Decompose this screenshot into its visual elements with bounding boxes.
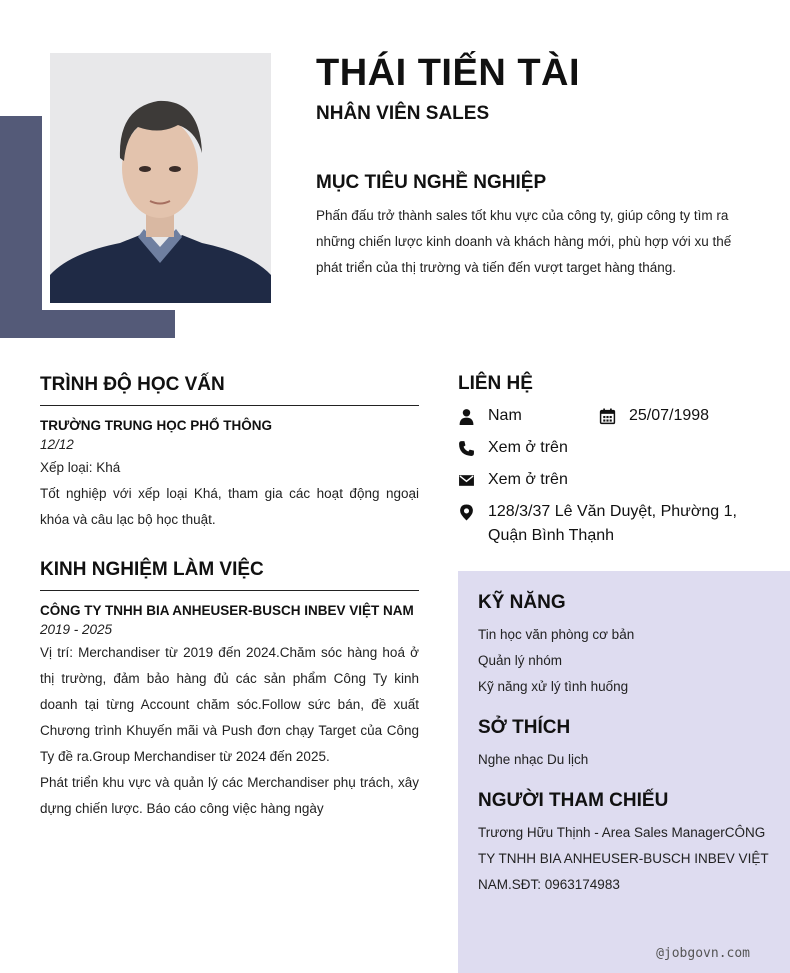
candidate-role: NHÂN VIÊN SALES: [316, 103, 490, 124]
location-pin-icon: [458, 504, 475, 521]
accent-bar-horizontal: [0, 310, 175, 338]
candidate-name: THÁI TIẾN TÀI: [316, 52, 581, 94]
experience-paragraph: Vị trí: Merchandiser từ 2019 đến 2024.Chăm sóc hàng hoá ở thị trường, đảm bảo hàng đủ các sản phẩm Công Ty kinh doanh tại từng Account chăm sóc.Follow sức bán, đề xuất Chương trình Khuyến mãi và Push đơn chạy Target của Công Ty đề ra.Group Merchandiser từ 2024 đến 2025.: [40, 645, 419, 764]
references-section: [478, 790, 770, 898]
email-value[interactable]: Xem ở trên: [488, 471, 568, 488]
references-text: Trương Hữu Thịnh - Area Sales ManagerCÔNG TY TNHH BIA ANHEUSER-BUSCH INBEV VIỆT NAM.SĐT: 0963174983: [478, 825, 769, 892]
accent-bar-vertical: [0, 116, 42, 338]
watermark: @jobgovn.com: [656, 946, 750, 961]
contact-heading: LIÊN HỆ: [458, 373, 533, 394]
birthday-value: 25/07/1998: [629, 407, 710, 424]
skill-item: Tin học văn phòng cơ bản: [478, 627, 635, 642]
skill-item: Kỹ năng xử lý tình huống: [478, 679, 629, 694]
phone-value[interactable]: Xem ở trên: [488, 439, 568, 456]
education-description: Tốt nghiệp với xếp loại Khá, tham gia các hoạt động ngoại khóa và câu lạc bộ học thuật.: [40, 486, 419, 527]
divider: [40, 405, 419, 406]
education-period: 12/12: [40, 437, 74, 452]
objective-heading: MỤC TIÊU NGHỀ NGHIỆP: [316, 172, 547, 193]
divider: [40, 590, 419, 591]
gender-value: Nam: [488, 407, 522, 424]
contact-gender: [458, 404, 522, 428]
experience-heading: KINH NGHIỆM LÀM VIỆC: [40, 559, 264, 580]
hobbies-heading: SỞ THÍCH: [478, 717, 571, 738]
experience-section: [40, 559, 419, 822]
mail-icon: [458, 472, 475, 489]
experience-period: 2019 - 2025: [40, 622, 113, 637]
address-value: 128/3/37 Lê Văn Duyệt, Phường 1, Quận Bình Thạnh: [488, 503, 737, 544]
hobbies-section: [478, 717, 770, 773]
experience-paragraph: Phát triển khu vực và quản lý các Merchandiser phụ trách, xây dựng chiến lược. Báo cáo công việc hàng ngày: [40, 775, 419, 816]
person-icon: [458, 408, 475, 425]
profile-photo: [50, 53, 271, 303]
calendar-icon: [599, 408, 616, 425]
contact-email: [458, 468, 568, 492]
contact-phone: [458, 436, 568, 460]
objective-text: Phấn đấu trở thành sales tốt khu vực của công ty, giúp công ty tìm ra những chiến lược kinh doanh và khách hàng mới, phù hợp với xu thế phát triển của thị trường và tiến đến vượt target hàng tháng.: [316, 208, 732, 275]
school-name: TRƯỜNG TRUNG HỌC PHỔ THÔNG: [40, 418, 272, 433]
skills-heading: KỸ NĂNG: [478, 592, 566, 613]
contact-birthday: [599, 404, 709, 428]
skill-item: Quản lý nhóm: [478, 653, 563, 668]
education-section: [40, 374, 419, 533]
company-name: CÔNG TY TNHH BIA ANHEUSER-BUSCH INBEV VIỆT NAM: [40, 603, 414, 618]
skills-section: [478, 592, 770, 700]
education-grade: Xếp loại: Khá: [40, 460, 121, 475]
contact-address: [458, 500, 758, 548]
references-heading: NGƯỜI THAM CHIẾU: [478, 790, 669, 811]
phone-icon: [458, 440, 475, 457]
hobbies-text: Nghe nhạc Du lịch: [478, 752, 589, 767]
side-panel: [458, 571, 790, 973]
education-heading: TRÌNH ĐỘ HỌC VẤN: [40, 374, 225, 395]
